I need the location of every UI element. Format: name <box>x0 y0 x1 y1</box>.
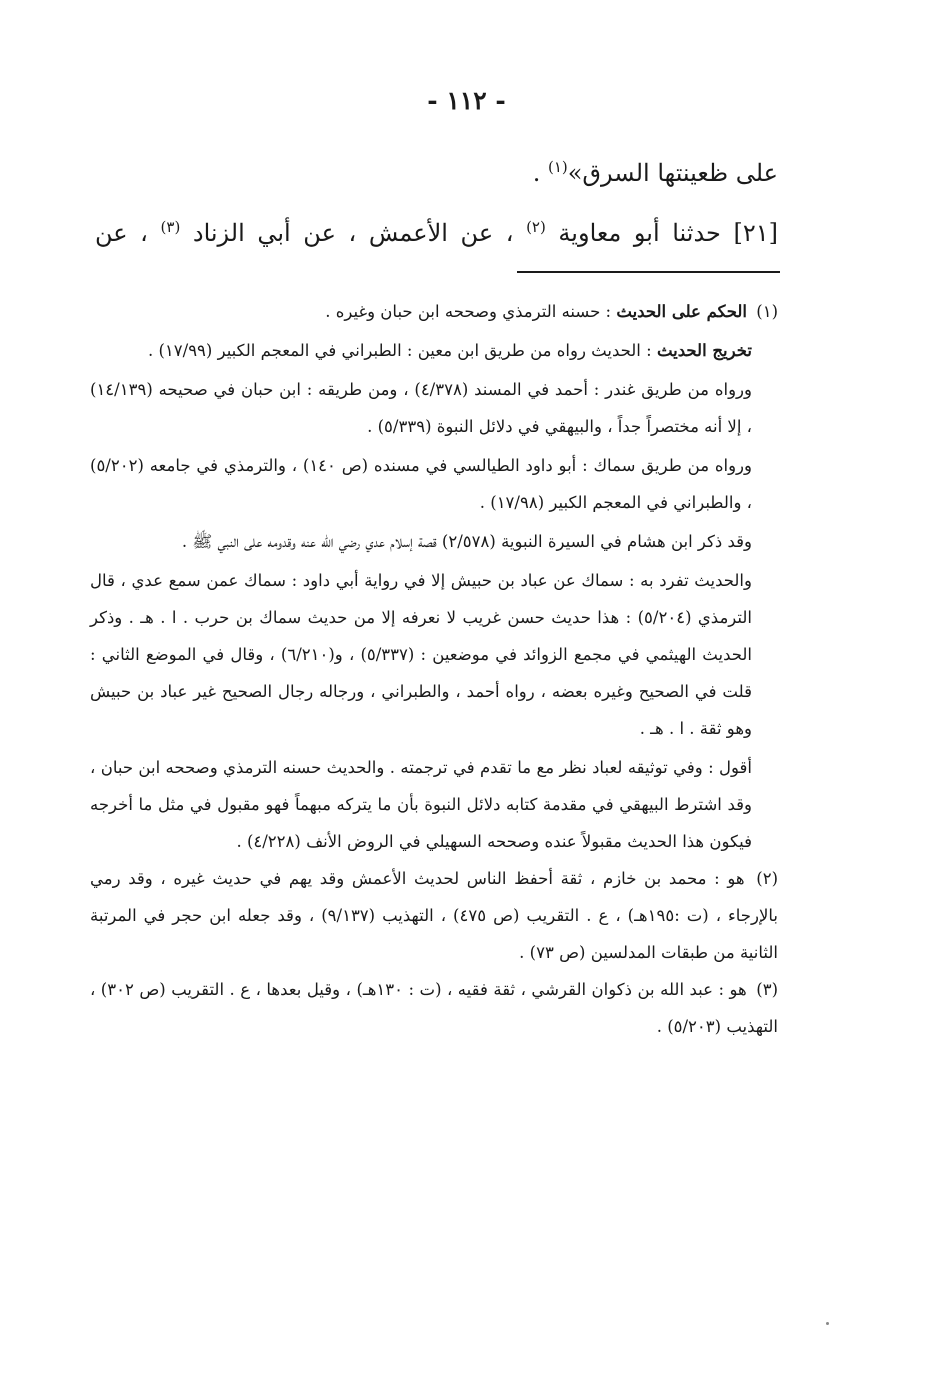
footnote-2-text <box>90 860 778 971</box>
footnote-1 <box>90 293 778 860</box>
footnote-ref-1[interactable]: (١) <box>547 158 568 176</box>
takhrij-label: تخريج الحديث <box>656 341 752 360</box>
footnote-1-para: ورواه من طريق سماك : أبو داود الطيالسي في مسنده (ص ١٤٠) ، والترمذي في جامعه (٥/٢٠٢) ، والطبراني في المعجم الكبير (١٧/٩٨) . <box>90 456 752 512</box>
footnote-1-takhrij <box>90 332 778 369</box>
footnote-divider <box>517 271 780 273</box>
main-text-line-2 <box>95 218 778 249</box>
main-text-segment: ، عن <box>95 219 161 247</box>
footnote-1-para: ورواه من طريق غندر : أحمد في المسند (٤/٣٧٨) ، ومن طريقه : ابن حبان في صحيحه (١٤/١٣٩) ، إلا أنه مختصراً جداً ، والبيهقي في دلائل النبوة (٥/٣٣٩) . <box>90 380 752 436</box>
hukm-text: : حسنه الترمذي وصححه ابن حبان وغيره . <box>325 302 617 321</box>
footnote-number: (٢) <box>756 869 779 888</box>
footnote-1-para: وقد ذكر ابن هشام في السيرة النبوية (٢/٥٧٨) قصة إسلام عدي رضي الله عنه وقدومه على النبي ﷺ . <box>181 532 752 551</box>
footnote-number: (١) <box>756 302 778 321</box>
footnote-1-para: أقول : وفي توثيقه لعباد نظر مع ما تقدم في ترجمته . والحديث حسنه الترمذي وصححه ابن حبان ، وقد اشترط البيهقي في مقدمة كتابه دلائل النبوة بأن ما يتركه مبهماً فهو مقبول في مثل ما أخرجه فيكون هذا الحديث مقبولاً عنده وصححه السهيلي في الروض الأنف (٤/٢٢٨) . <box>90 758 752 851</box>
main-text-segment: على ظعينتها السرق» <box>567 159 778 187</box>
main-text-segment: . <box>532 159 548 187</box>
hukm-label: الحكم على الحديث <box>616 302 747 321</box>
footnote-1-para: والحديث تفرد به : سماك عن عباد بن حبيش إلا في رواية أبي داود : سماك عمن سمع عدي ، قال الترمذي (٥/٢٠٤) : هذا حديث حسن غريب لا نعرفه إلا من حديث سماك بن حرب . ا . هـ . وذكر الحديث الهيثمي في مجمع الزوائد في موضعين : (٥/٣٣٧) ، و(٦/٢١٠) ، وقال في الموضع الثاني : قلت في الصحيح وغيره بعضه ، رواه أحمد ، والطبراني ، ورجاله رجال الصحيح غير عباد بن حبيش وهو ثقة . ا . هـ . <box>90 571 753 738</box>
main-text-segment: [٢١] حدثنا أبو معاوية <box>545 219 779 247</box>
footnote-3-text <box>90 971 778 1045</box>
footnote-ref-3[interactable]: (٣) <box>160 218 181 236</box>
footnote-body: هو : محمد بن خازم ، ثقة أحفظ الناس لحديث الأعمش وقد يهم في حديث غيره ، وقد رمي بالإرجاء ، (ت :١٩٥هـ) ، ع . التقريب (ص ٤٧٥) ، التهذيب (٩/١٣٧) ، وقد جعله ابن حجر في المرتبة الثانية من طبقات المدلسين (ص ٧٣) . <box>90 869 778 962</box>
footnote-3 <box>90 971 778 1045</box>
main-text-line-1 <box>95 158 778 189</box>
footnote-body: هو : عبد الله بن ذكوان القرشي ، ثقة فقيه ، (ت : ١٣٠هـ) ، وقيل بعدها ، ع . التقريب (ص ٣٠٢) ، التهذيب (٥/٢٠٣) . <box>90 980 778 1036</box>
footnotes-section <box>90 293 778 1045</box>
footnote-number: (٣) <box>756 980 778 999</box>
page-number: - ١١٢ - <box>427 86 506 115</box>
footnote-2 <box>90 860 778 971</box>
takhrij-text: : الحديث رواه من طريق ابن معين : الطبراني في المعجم الكبير (١٧/٩٩) . <box>147 341 657 360</box>
footnote-ref-2[interactable]: (٢) <box>526 218 546 236</box>
scan-speck <box>826 1322 829 1325</box>
footnote-1-hukm <box>90 293 778 330</box>
main-text-segment: ، عن الأعمش ، عن أبي الزناد <box>180 219 527 247</box>
